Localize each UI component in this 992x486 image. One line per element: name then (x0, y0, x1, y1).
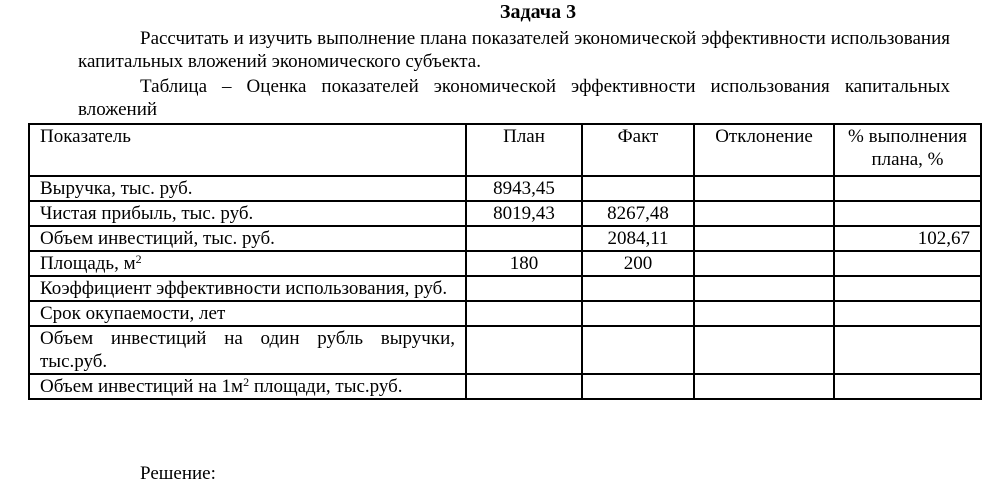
cell-deviation (694, 251, 834, 276)
cell-percent (834, 374, 981, 399)
table-row (29, 276, 981, 301)
header-plan: План (466, 124, 582, 176)
cell-deviation (694, 176, 834, 201)
cell-plan (466, 326, 582, 374)
cell-fact (582, 301, 694, 326)
table-row (29, 226, 981, 251)
cell-plan: 180 (466, 251, 582, 276)
cell-plan: 8943,45 (466, 176, 582, 201)
cell-indicator: Объем инвестиций на один рубль выручки, тыс.руб. (29, 326, 466, 374)
header-percent: % выполнения плана, % (834, 124, 981, 176)
table-row (29, 176, 981, 201)
cell-indicator: Срок окупаемости, лет (29, 301, 466, 326)
cell-plan (466, 226, 582, 251)
cell-indicator: Коэффициент эффективности использования, руб. (29, 276, 466, 301)
table-header-row (29, 124, 981, 176)
cell-deviation (694, 326, 834, 374)
cell-plan (466, 301, 582, 326)
cell-fact (582, 326, 694, 374)
cell-percent (834, 301, 981, 326)
task-statement: Рассчитать и изучить выполнение плана показателей экономической эффективности использования капитальных вложений экономического субъекта. (78, 28, 950, 72)
cell-plan (466, 374, 582, 399)
task-title: Задача 3 (499, 1, 577, 23)
cell-indicator: Площадь, $м^2$ (29, 251, 466, 276)
cell-fact: 200 (582, 251, 694, 276)
cell-fact (582, 276, 694, 301)
cell-deviation (694, 226, 834, 251)
table-caption: Таблица – Оценка показателей экономической эффективности использования капитальных вложений (78, 76, 950, 120)
header-deviation: Отклонение (694, 124, 834, 176)
cell-percent (834, 276, 981, 301)
table-row (29, 374, 981, 399)
cell-fact: 8267,48 (582, 201, 694, 226)
cell-percent (834, 251, 981, 276)
cell-deviation (694, 201, 834, 226)
cell-deviation (694, 374, 834, 399)
cell-percent (834, 201, 981, 226)
cell-indicator: Выручка, тыс. руб. (29, 176, 466, 201)
cell-deviation (694, 301, 834, 326)
cell-fact: 2084,11 (582, 226, 694, 251)
table-row (29, 301, 981, 326)
cell-indicator: Объем инвестиций, тыс. руб. (29, 226, 466, 251)
table-row (29, 201, 981, 226)
cell-indicator: Объем инвестиций на $1м^2$ площади, тыс.руб. (29, 374, 466, 399)
cell-plan (466, 276, 582, 301)
cell-fact (582, 176, 694, 201)
cell-indicator: Чистая прибыль, тыс. руб. (29, 201, 466, 226)
cell-deviation (694, 276, 834, 301)
cell-plan: 8019,43 (466, 201, 582, 226)
indicators-table (28, 123, 982, 400)
solution-label: Решение: (140, 463, 216, 484)
cell-percent (834, 326, 981, 374)
table-row (29, 326, 981, 374)
cell-fact (582, 374, 694, 399)
cell-percent: 102,67 (834, 226, 981, 251)
header-indicator: Показатель (29, 124, 466, 176)
cell-percent (834, 176, 981, 201)
table-row (29, 251, 981, 276)
header-fact: Факт (582, 124, 694, 176)
